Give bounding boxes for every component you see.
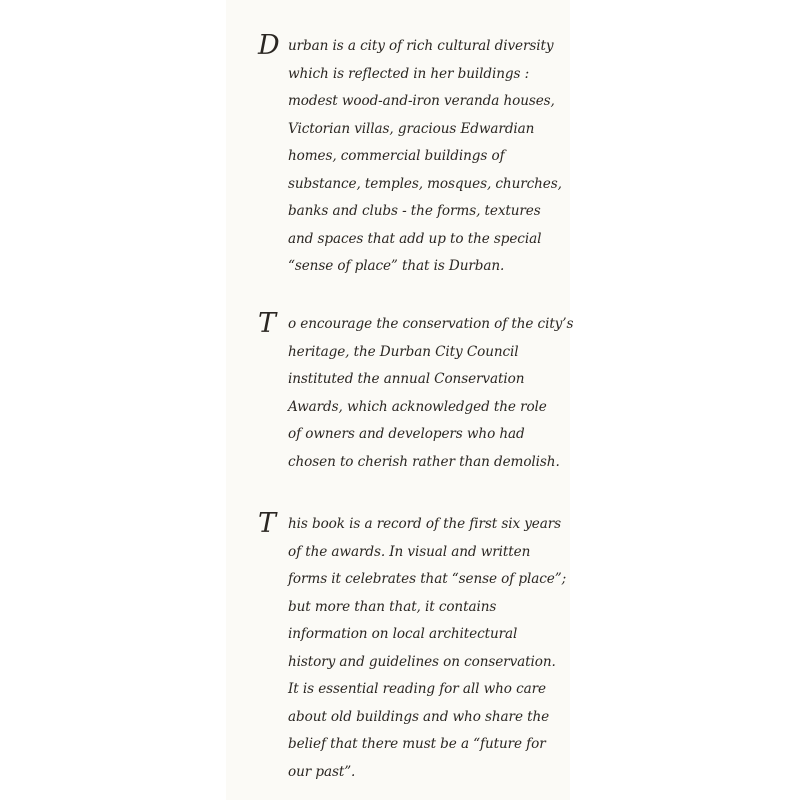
paragraph-line [258,30,578,61]
drop-cap: T [258,508,276,539]
paragraph-line: history and guidelines on conservation. [288,653,556,670]
line-text: urban is a city of rich cultural diversity [288,38,554,54]
paragraph-line: “sense of place” that is Durban. [288,258,505,274]
paragraph-line: but more than that, it contains [288,598,497,615]
paragraph-line: Victorian villas, gracious Edwardian [288,120,535,137]
paragraph-line: instituted the annual Conservation [288,371,525,387]
paragraph-line: of the awards. In visual and written [288,543,531,560]
paragraph-line: heritage, the Durban City Council [288,343,519,360]
paragraph-conservation-awards [258,308,578,476]
paragraph-line: forms it celebrates that “sense of place”; [288,571,567,587]
line-text: his book is a record of the first six years [288,516,562,532]
paragraph-line: about old buildings and who share the [288,708,550,725]
drop-cap: T [258,308,276,339]
paragraph-line: Awards, which acknowledged the role [288,398,547,415]
drop-cap: D [258,30,280,61]
paragraph-line: substance, temples, mosques, churches, [288,175,562,192]
line-text: o encourage the conservation of the city’s [288,316,574,332]
paragraph-durban-intro [258,30,578,281]
paragraph-line: homes, commercial buildings of [288,148,505,164]
paragraph-line: and spaces that add up to the special [288,230,542,247]
paragraph-line: chosen to cherish rather than demolish. [288,453,560,470]
paragraph-line: modest wood-and-iron veranda houses, [288,93,555,109]
paragraph-line [258,308,578,339]
paragraph-book-record [258,508,578,786]
paragraph-line [258,508,578,539]
paragraph-line: banks and clubs - the forms, textures [288,203,541,219]
paragraph-line: of owners and developers who had [288,426,525,442]
paragraph-line: our past”. [288,763,356,780]
paragraph-line: belief that there must be a “future for [288,736,546,752]
paragraph-line: It is essential reading for all who care [288,681,546,697]
paragraph-line: which is reflected in her buildings : [288,65,530,82]
paragraph-line: information on local architectural [288,626,518,642]
